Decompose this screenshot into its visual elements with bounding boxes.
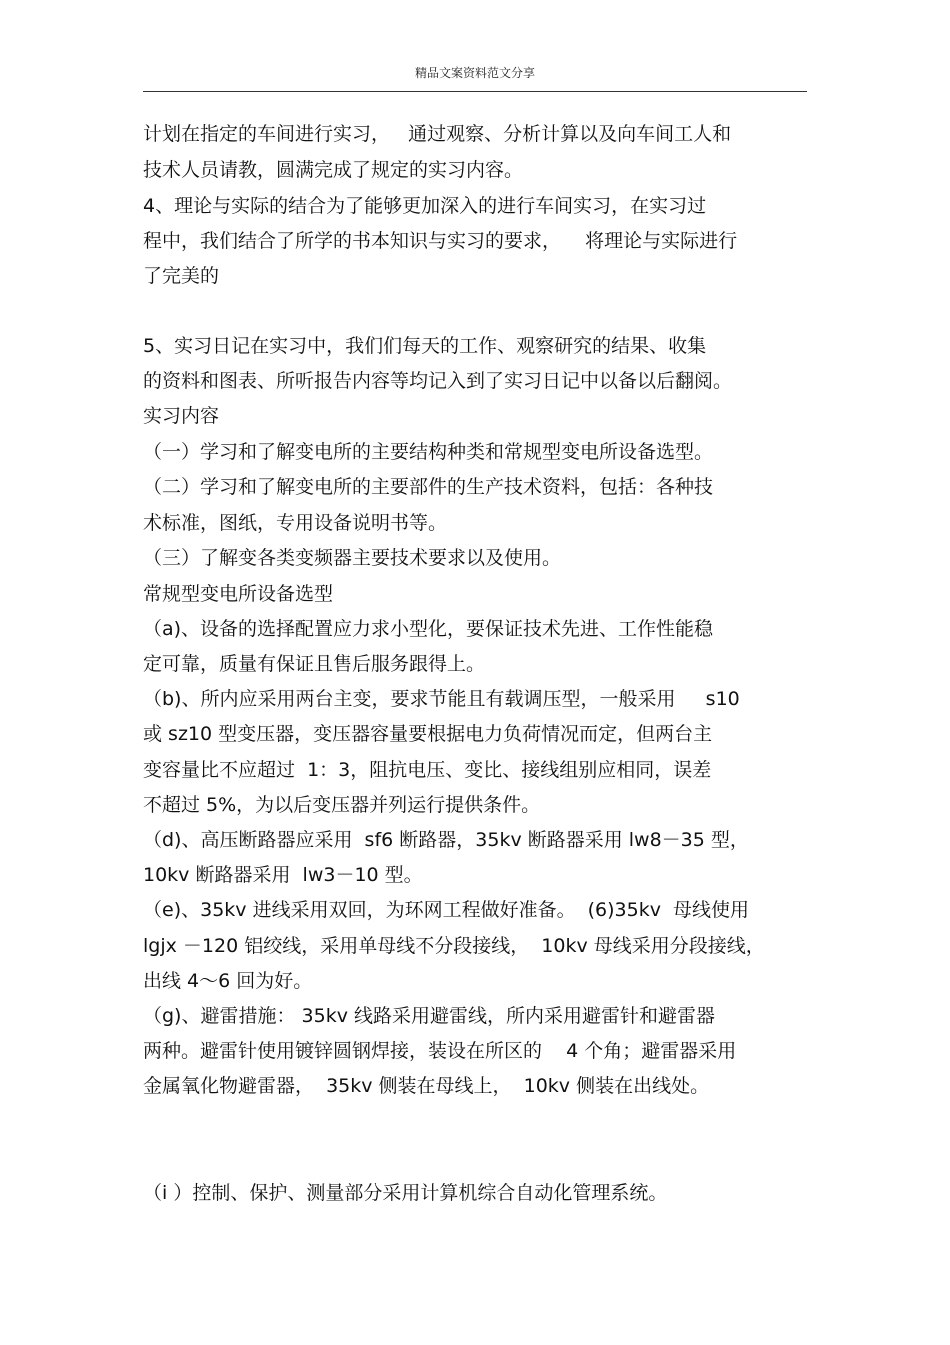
text-line: 的资料和图表、所听报告内容等均记入到了实习日记中以备以后翻阅。: [143, 370, 733, 392]
section-heading: 实习内容: [143, 405, 220, 427]
text-line: 5、实习日记在实习中，我们们每天的工作、观察研究的结果、收集: [143, 335, 707, 357]
text-line: 计划在指定的车间进行实习， 通过观察、分析计算以及向车间工人和: [143, 123, 732, 145]
text-line: （b)、所内应采用两台主变，要求节能且有载调压型，一般采用 s10: [143, 688, 740, 710]
text-line: （a)、设备的选择配置应力求小型化，要保证技术先进、工作性能稳: [143, 618, 714, 640]
text-line: 定可靠，质量有保证且售后服务跟得上。: [143, 653, 486, 675]
text-line: lgjx －120 铝绞线，采用单母线不分段接线， 10kv 母线采用分段接线，: [143, 935, 765, 957]
text-line: （二）学习和了解变电所的主要部件的生产技术资料，包括：各种技: [143, 476, 714, 498]
text-line: 两种。避雷针使用镀锌圆钢焊接，装设在所区的 4 个角；避雷器采用: [143, 1040, 737, 1062]
text-line: （一）学习和了解变电所的主要结构种类和常规型变电所设备选型。: [143, 441, 714, 463]
page-header: 精品文案资料范文分享: [414, 66, 535, 80]
text-line: 4、理论与实际的结合为了能够更加深入的进行车间实习，在实习过: [143, 195, 707, 217]
text-line: 技术人员请教，圆满完成了规定的实习内容。: [143, 159, 524, 181]
text-line: 变容量比不应超过 1：3，阻抗电压、变比、接线组别应相同，误差: [143, 759, 712, 781]
text-line: 不超过 5%，为以后变压器并列运行提供条件。: [143, 794, 541, 816]
text-line: 金属氧化物避雷器， 35kv 侧装在母线上， 10kv 侧装在出线处。: [143, 1075, 710, 1097]
text-line: （e)、35kv 进线采用双回，为环网工程做好准备。 (6)35kv 母线使用: [143, 899, 750, 921]
text-line: 或 sz10 型变压器，变压器容量要根据电力负荷情况而定，但两台主: [143, 723, 713, 745]
text-line: 10kv 断路器采用 lw3－10 型。: [143, 864, 423, 886]
header-divider: [143, 91, 807, 92]
text-line: 出线 4～6 回为好。: [143, 970, 313, 992]
text-line: 程中，我们结合了所学的书本知识与实习的要求， 将理论与实际进行: [143, 230, 738, 252]
text-line: （g)、避雷措施： 35kv 线路采用避雷线，所内采用避雷针和避雷器: [143, 1005, 715, 1027]
text-line: 术标准，图纸，专用设备说明书等。: [143, 512, 448, 534]
text-line: （i ）控制、保护、测量部分采用计算机综合自动化管理系统。: [143, 1182, 668, 1204]
text-line: （三）了解变各类变频器主要技术要求以及使用。: [143, 547, 562, 569]
text-line: （d)、高压断路器应采用 sf6 断路器，35kv 断路器采用 lw8－35 型，: [143, 829, 749, 851]
section-heading: 常规型变电所设备选型: [143, 583, 334, 605]
text-line: 了完美的: [143, 265, 220, 287]
